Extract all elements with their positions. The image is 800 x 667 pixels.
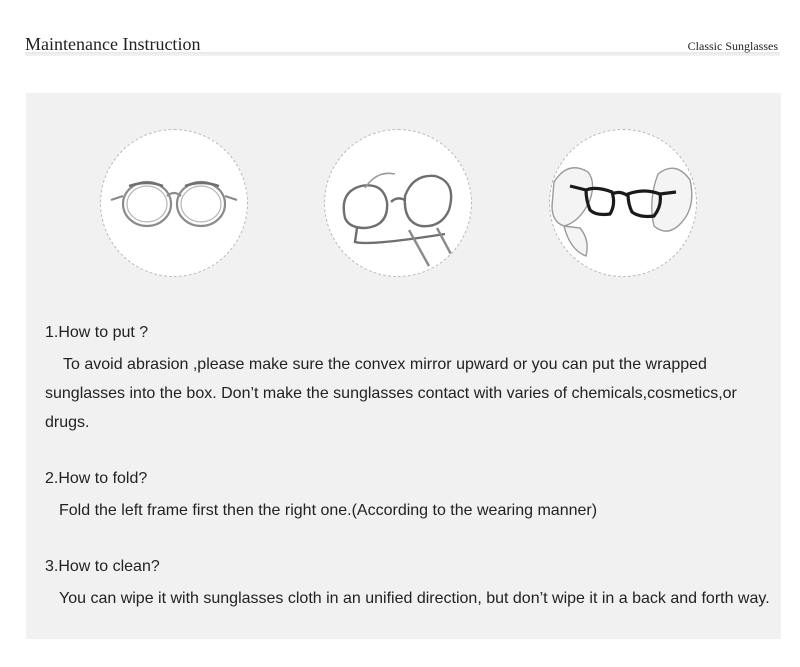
section-body-text: You can wipe it with sunglasses cloth in an unified direction, but don’t wipe it in a back and forth way. xyxy=(59,590,770,607)
section-body-how-to-clean xyxy=(45,584,775,613)
cleaning-glasses-icon xyxy=(549,129,697,277)
section-heading-how-to-fold: 2.How to fold? xyxy=(45,470,148,487)
section-body-how-to-put xyxy=(45,350,775,437)
page-subtitle: Classic Sunglasses xyxy=(687,39,778,53)
section-body-text: To avoid abrasion ,please make sure the convex mirror upward or you can put the wrapped sunglasses into the box. Don’t make the sunglasses contact with varies of chemicals,cosmetics,or drugs. xyxy=(45,356,737,431)
section-body-how-to-fold xyxy=(45,496,775,525)
page-header xyxy=(25,28,780,60)
section-heading-how-to-clean: 3.How to clean? xyxy=(45,558,160,575)
page-title: Maintenance Instruction xyxy=(25,34,201,54)
folded-glasses-icon xyxy=(324,129,472,277)
round-glasses-icon xyxy=(100,129,248,277)
section-heading-how-to-put: 1.How to put ? xyxy=(45,324,149,341)
section-body-text: Fold the left frame first then the right one.(According to the wearing manner) xyxy=(59,502,598,519)
